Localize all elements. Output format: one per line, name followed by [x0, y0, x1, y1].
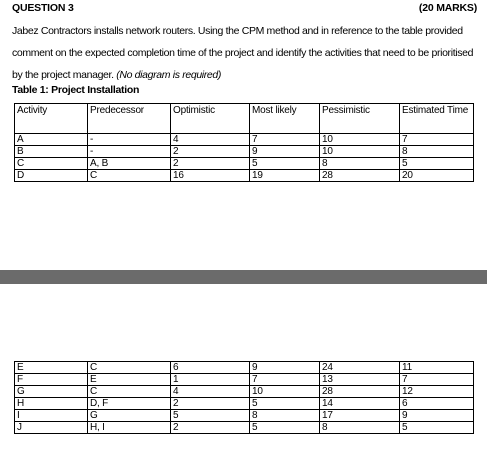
table-row [15, 362, 474, 374]
table-cell: 7 [250, 374, 320, 386]
table-cell: 9 [250, 146, 320, 158]
table-cell: 5 [250, 398, 320, 410]
table-cell: D [15, 170, 88, 182]
table-cell: 13 [320, 374, 400, 386]
header-optimistic: Optimistic [171, 104, 250, 134]
question-body [12, 20, 482, 86]
question-title: QUESTION 3 [12, 2, 74, 14]
page-divider [0, 270, 487, 284]
project-table-top [14, 103, 474, 182]
table-cell: 2 [171, 146, 250, 158]
table-cell: 28 [320, 386, 400, 398]
table-cell: 12 [400, 386, 474, 398]
table-cell: 1 [171, 374, 250, 386]
question-line: comment on the expected completion time of the project and identify the activities that need to be prioritised [12, 47, 474, 59]
header-activity: Activity [15, 104, 88, 134]
table-row [15, 134, 474, 146]
table-cell: 2 [171, 158, 250, 170]
table-cell: 10 [320, 134, 400, 146]
header-most-likely: Most likely [250, 104, 320, 134]
table-cell: 17 [320, 410, 400, 422]
header-predecessor: Predecessor [88, 104, 171, 134]
table-header-row [15, 104, 474, 134]
table-row [15, 398, 474, 410]
table-cell: 8 [400, 146, 474, 158]
table-cell: 5 [400, 158, 474, 170]
table-cell: 9 [400, 410, 474, 422]
table-cell: G [88, 410, 171, 422]
table-cell: 6 [400, 398, 474, 410]
table-cell: 9 [250, 362, 320, 374]
question-note: (No diagram is required) [116, 69, 222, 81]
table-cell: 24 [320, 362, 400, 374]
table-cell: - [88, 146, 171, 158]
table-cell: C [15, 158, 88, 170]
table-cell: C [88, 362, 171, 374]
table-cell: 5 [400, 422, 474, 434]
table-cell: 2 [171, 422, 250, 434]
table-cell: E [88, 374, 171, 386]
table-cell: 2 [171, 398, 250, 410]
header-pessimistic: Pessimistic [320, 104, 400, 134]
table-cell: A, B [88, 158, 171, 170]
header-estimated-time: Estimated Time [400, 104, 474, 134]
question-line-text: by the project manager. [12, 69, 117, 81]
table-cell: H [15, 398, 88, 410]
table-cell: E [15, 362, 88, 374]
table-cell: 8 [320, 158, 400, 170]
table-cell: 5 [250, 158, 320, 170]
table-cell: 14 [320, 398, 400, 410]
table-cell: 7 [400, 134, 474, 146]
table-cell: H, I [88, 422, 171, 434]
table-row [15, 146, 474, 158]
table-row [15, 158, 474, 170]
table-cell: J [15, 422, 88, 434]
table-cell: 10 [250, 386, 320, 398]
table-cell: - [88, 134, 171, 146]
question-marks: (20 MARKS) [418, 2, 477, 14]
table-cell: 5 [171, 410, 250, 422]
table-cell: F [15, 374, 88, 386]
table-cell: 20 [400, 170, 474, 182]
table-cell: 10 [320, 146, 400, 158]
project-table-bottom [14, 361, 474, 434]
table-cell: 8 [250, 410, 320, 422]
table-cell: C [88, 386, 171, 398]
table-row [15, 170, 474, 182]
table-cell: A [15, 134, 88, 146]
table-cell: 4 [171, 386, 250, 398]
table-row [15, 374, 474, 386]
table-cell: 4 [171, 134, 250, 146]
table-cell: I [15, 410, 88, 422]
question-line: Jabez Contractors installs network routers. Using the CPM method and in reference to the table provided [12, 25, 463, 37]
table-caption: Table 1: Project Installation [12, 84, 140, 96]
table-cell: 11 [400, 362, 474, 374]
question-line [12, 64, 482, 86]
table-cell: 19 [250, 170, 320, 182]
table-cell: C [88, 170, 171, 182]
table-cell: 6 [171, 362, 250, 374]
table-row [15, 422, 474, 434]
table-cell: 8 [320, 422, 400, 434]
table-cell: B [15, 146, 88, 158]
table-cell: 28 [320, 170, 400, 182]
question-header [12, 2, 477, 16]
table-row [15, 410, 474, 422]
table-cell: D, F [88, 398, 171, 410]
table-cell: 5 [250, 422, 320, 434]
table-row [15, 386, 474, 398]
table-cell: 16 [171, 170, 250, 182]
table-cell: 7 [400, 374, 474, 386]
table-cell: G [15, 386, 88, 398]
table-cell: 7 [250, 134, 320, 146]
